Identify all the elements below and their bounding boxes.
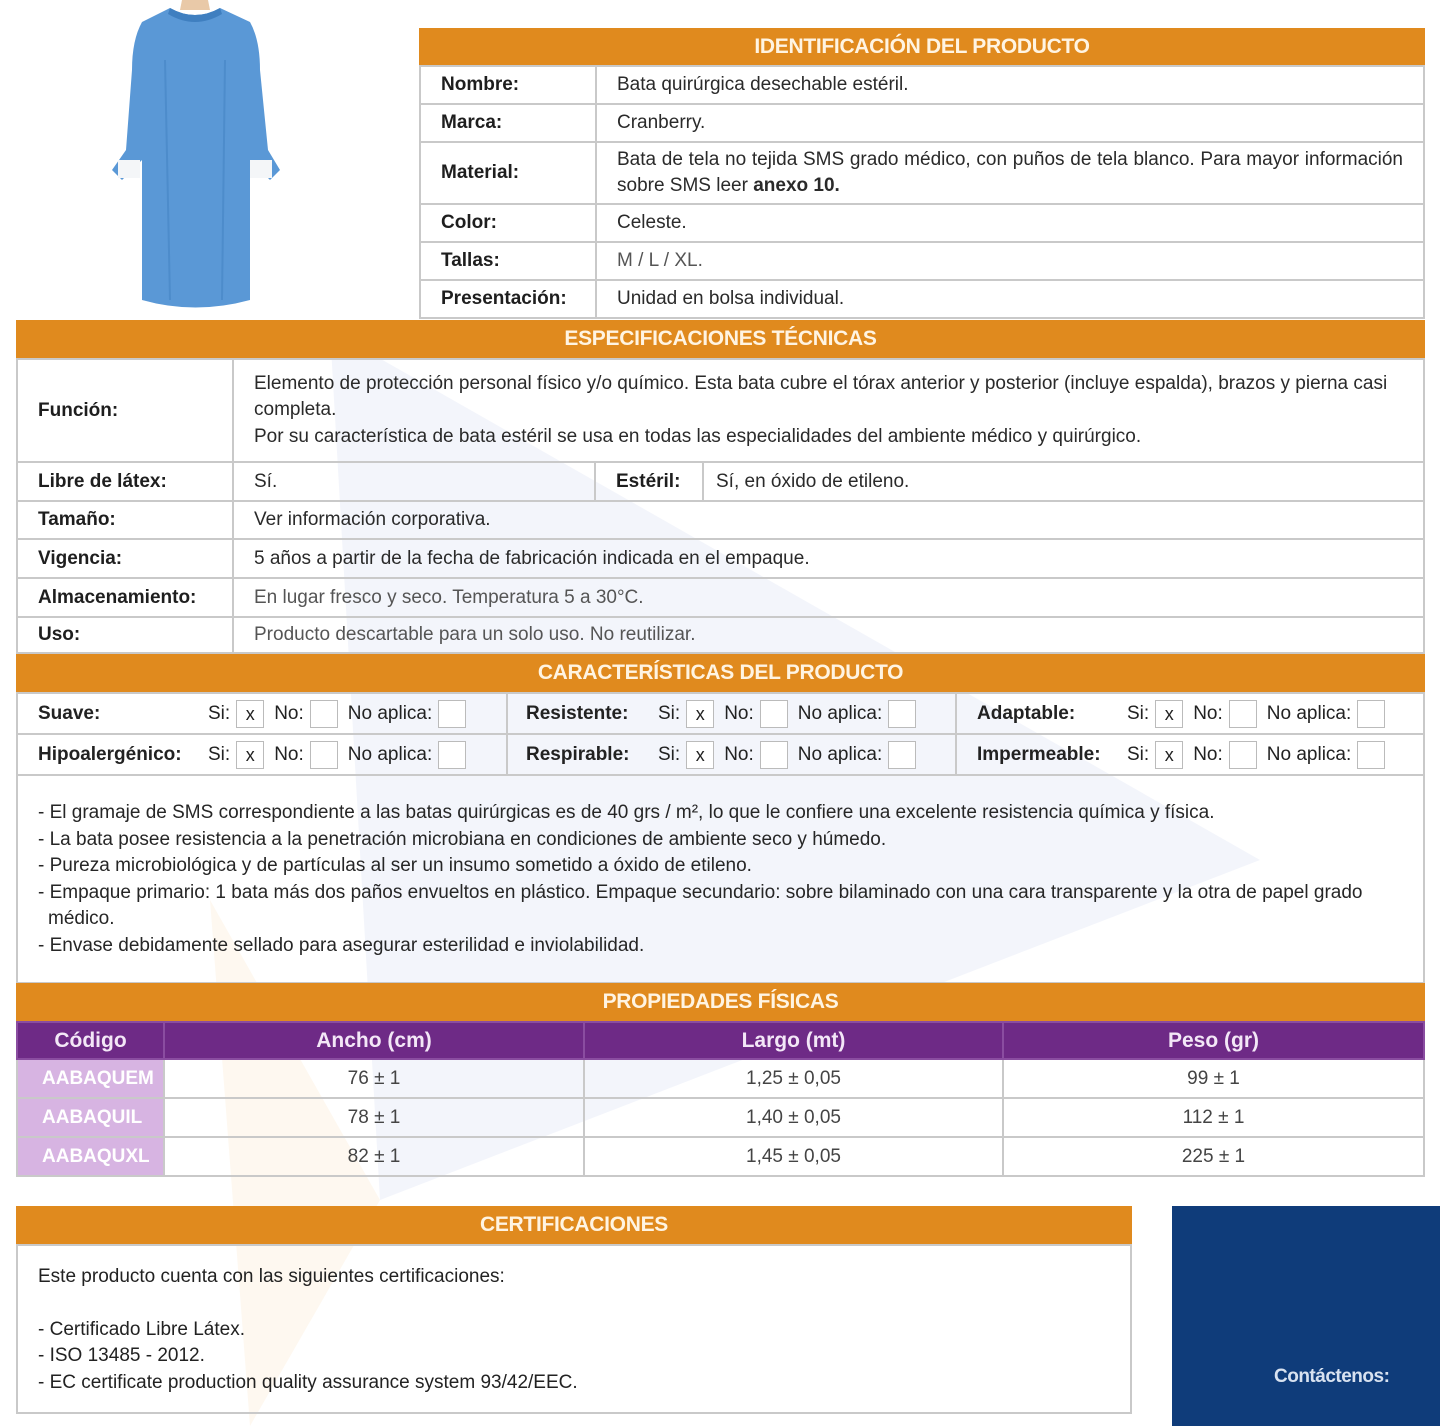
largo-cell: 1,40 ± 0,05 xyxy=(584,1098,1003,1137)
code-cell: AABAQUIL xyxy=(17,1098,164,1137)
char-hipoalergenico-label: Hipoalergénico: xyxy=(38,743,182,765)
code-cell: AABAQUEM xyxy=(17,1059,164,1098)
latex-value: Sí. xyxy=(233,462,595,501)
certificaciones-title: CERTIFICACIONES xyxy=(479,1213,668,1236)
funcion-line-2: Por su característica de bata estéril se usa en todas las especialidades del ambiente médico y quirúrgico. xyxy=(254,425,1142,447)
char-adaptable-label: Adaptable: xyxy=(977,702,1076,724)
contact-panel xyxy=(1172,1206,1440,1426)
material-value xyxy=(596,142,1424,204)
propiedades-table xyxy=(16,1021,1425,1177)
table-row xyxy=(17,617,1424,653)
table-row xyxy=(420,142,1424,204)
product-notes xyxy=(18,776,1423,959)
no-aplica-label: No aplica: xyxy=(347,743,433,765)
no-checkbox[interactable] xyxy=(310,700,338,728)
char-adaptable xyxy=(957,694,1423,733)
contact-label: Contáctenos: xyxy=(1274,1366,1390,1387)
char-impermeable-label: Impermeable: xyxy=(977,743,1101,765)
si-label: Si: xyxy=(208,743,231,765)
surgical-gown-image xyxy=(110,0,280,315)
col-codigo: Código xyxy=(17,1022,164,1059)
no-label: No: xyxy=(1193,743,1223,765)
color-label: Color: xyxy=(420,204,596,242)
especificaciones-title: ESPECIFICACIONES TÉCNICAS xyxy=(564,327,877,350)
largo-cell: 1,45 ± 0,05 xyxy=(584,1137,1003,1176)
vigencia-label: Vigencia: xyxy=(17,539,233,578)
no-aplica-checkbox[interactable] xyxy=(1357,741,1385,769)
note-item: - Envase debidamente sellado para asegurar esterilidad e inviolabilidad. xyxy=(38,934,645,956)
table-row xyxy=(17,1137,1424,1176)
no-aplica-checkbox[interactable] xyxy=(888,741,916,769)
uso-label: Uso: xyxy=(17,617,233,653)
char-impermeable xyxy=(957,735,1423,774)
table-row xyxy=(420,242,1424,280)
table-row xyxy=(17,501,1424,539)
no-checkbox[interactable] xyxy=(310,741,338,769)
especificaciones-header xyxy=(16,320,1425,358)
presentacion-label: Presentación: xyxy=(420,280,596,318)
tamano-label: Tamaño: xyxy=(17,501,233,539)
caracteristicas-panel xyxy=(16,692,1425,984)
esteril-value: Sí, en óxido de etileno. xyxy=(703,462,1424,501)
caracteristicas-title: CARACTERÍSTICAS DEL PRODUCTO xyxy=(537,661,904,684)
peso-cell: 99 ± 1 xyxy=(1003,1059,1424,1098)
no-aplica-label: No aplica: xyxy=(347,702,433,724)
table-row xyxy=(17,578,1424,617)
propiedades-header xyxy=(16,983,1425,1021)
si-label: Si: xyxy=(658,743,681,765)
identificacion-title: IDENTIFICACIÓN DEL PRODUCTO xyxy=(754,34,1090,58)
char-resistente-label: Resistente: xyxy=(526,702,629,724)
material-annex: anexo 10. xyxy=(753,175,840,196)
tallas-value: M / L / XL. xyxy=(596,242,1424,280)
si-label: Si: xyxy=(1127,702,1150,724)
col-largo: Largo (mt) xyxy=(584,1022,1003,1059)
marca-value: Cranberry. xyxy=(596,104,1424,142)
identificacion-table xyxy=(419,65,1425,319)
si-checkbox[interactable]: x xyxy=(686,741,714,769)
char-hipoalergenico xyxy=(18,735,508,774)
tamano-value: Ver información corporativa. xyxy=(233,501,1424,539)
table-row xyxy=(17,462,1424,501)
si-checkbox[interactable]: x xyxy=(236,700,264,728)
note-item: - Pureza microbiológica y de partículas al ser un insumo sometido a óxido de etileno. xyxy=(38,855,752,876)
almacenamiento-value: En lugar fresco y seco. Temperatura 5 a 30°C. xyxy=(233,578,1424,617)
no-aplica-checkbox[interactable] xyxy=(888,700,916,728)
peso-cell: 112 ± 1 xyxy=(1003,1098,1424,1137)
table-row xyxy=(17,539,1424,578)
note-item: - El gramaje de SMS correspondiente a las batas quirúrgicas es de 40 grs / m², lo que le confiere una excelente resistencia química y física. xyxy=(38,802,1215,823)
vigencia-value: 5 años a partir de la fecha de fabricación indicada en el empaque. xyxy=(233,539,1424,578)
si-checkbox[interactable]: x xyxy=(1155,700,1183,728)
marca-label: Marca: xyxy=(420,104,596,142)
no-label: No: xyxy=(724,702,754,724)
funcion-value xyxy=(233,359,1424,462)
no-checkbox[interactable] xyxy=(760,741,788,769)
especificaciones-table xyxy=(16,358,1425,654)
no-aplica-checkbox[interactable] xyxy=(438,741,466,769)
no-checkbox[interactable] xyxy=(760,700,788,728)
characteristics-row-1 xyxy=(18,694,1423,735)
table-header-row xyxy=(17,1022,1424,1059)
table-row xyxy=(17,359,1424,462)
ancho-cell: 82 ± 1 xyxy=(164,1137,584,1176)
table-row xyxy=(17,1098,1424,1137)
no-label: No: xyxy=(274,702,304,724)
si-label: Si: xyxy=(208,702,231,724)
latex-label: Libre de látex: xyxy=(17,462,233,501)
tallas-label: Tallas: xyxy=(420,242,596,280)
ancho-cell: 78 ± 1 xyxy=(164,1098,584,1137)
ancho-cell: 76 ± 1 xyxy=(164,1059,584,1098)
nombre-value: Bata quirúrgica desechable estéril. xyxy=(596,66,1424,104)
no-aplica-label: No aplica: xyxy=(1266,702,1352,724)
si-checkbox[interactable]: x xyxy=(1155,741,1183,769)
propiedades-title: PROPIEDADES FÍSICAS xyxy=(602,990,839,1013)
code-cell: AABAQUXL xyxy=(17,1137,164,1176)
si-checkbox[interactable]: x xyxy=(686,700,714,728)
characteristics-row-2 xyxy=(18,735,1423,776)
no-label: No: xyxy=(274,743,304,765)
funcion-label: Función: xyxy=(17,359,233,462)
color-value: Celeste. xyxy=(596,204,1424,242)
almacenamiento-label: Almacenamiento: xyxy=(17,578,233,617)
peso-cell: 225 ± 1 xyxy=(1003,1137,1424,1176)
char-suave-label: Suave: xyxy=(38,702,101,724)
no-aplica-checkbox[interactable] xyxy=(438,700,466,728)
spacer xyxy=(38,1291,1110,1317)
char-resistente xyxy=(508,694,957,733)
certificaciones-panel xyxy=(16,1244,1132,1414)
col-peso: Peso (gr) xyxy=(1003,1022,1424,1059)
char-respirable-label: Respirable: xyxy=(526,743,630,765)
no-checkbox[interactable] xyxy=(1229,700,1257,728)
table-row xyxy=(420,66,1424,104)
no-aplica-label: No aplica: xyxy=(1266,743,1352,765)
nombre-label: Nombre: xyxy=(420,66,596,104)
no-aplica-checkbox[interactable] xyxy=(1357,700,1385,728)
table-row xyxy=(420,104,1424,142)
no-checkbox[interactable] xyxy=(1229,741,1257,769)
no-label: No: xyxy=(1193,702,1223,724)
char-respirable xyxy=(508,735,957,774)
table-row xyxy=(17,1059,1424,1098)
no-aplica-label: No aplica: xyxy=(797,702,883,724)
identificacion-header xyxy=(419,28,1425,65)
si-label: Si: xyxy=(658,702,681,724)
esteril-label: Estéril: xyxy=(595,462,703,501)
caracteristicas-header xyxy=(16,654,1425,692)
certification-item: - Certificado Libre Látex. xyxy=(38,1318,245,1340)
funcion-line-1: Elemento de protección personal físico y/o químico. Esta bata cubre el tórax anterior y posterior (incluye espalda), brazos y pierna casi completa. xyxy=(254,372,1388,421)
si-label: Si: xyxy=(1127,743,1150,765)
certification-item: - ISO 13485 - 2012. xyxy=(38,1345,205,1366)
uso-value: Producto descartable para un solo uso. No reutilizar. xyxy=(233,617,1424,653)
presentacion-value: Unidad en bolsa individual. xyxy=(596,280,1424,318)
no-label: No: xyxy=(724,743,754,765)
table-row xyxy=(420,204,1424,242)
table-row xyxy=(420,280,1424,318)
material-label: Material: xyxy=(420,142,596,204)
certificaciones-header xyxy=(16,1206,1132,1244)
col-ancho: Ancho (cm) xyxy=(164,1022,584,1059)
certificaciones-intro: Este producto cuenta con las siguientes certificaciones: xyxy=(38,1266,505,1287)
note-item: - Empaque primario: 1 bata más dos paños envueltos en plástico. Empaque secundario: sobre bilaminado con una cara transparente y la otra de papel grado médico. xyxy=(38,881,1363,929)
certification-item: - EC certificate production quality assurance system 93/42/EEC. xyxy=(38,1371,578,1393)
no-aplica-label: No aplica: xyxy=(797,743,883,765)
material-text: Bata de tela no tejida SMS grado médico, con puños de tela blanco. Para mayor información sobre SMS leer xyxy=(617,149,1403,196)
note-item: - La bata posee resistencia a la penetración microbiana en condiciones de ambiente seco y húmedo. xyxy=(38,828,887,850)
char-suave xyxy=(18,694,508,733)
si-checkbox[interactable]: x xyxy=(236,741,264,769)
largo-cell: 1,25 ± 0,05 xyxy=(584,1059,1003,1098)
